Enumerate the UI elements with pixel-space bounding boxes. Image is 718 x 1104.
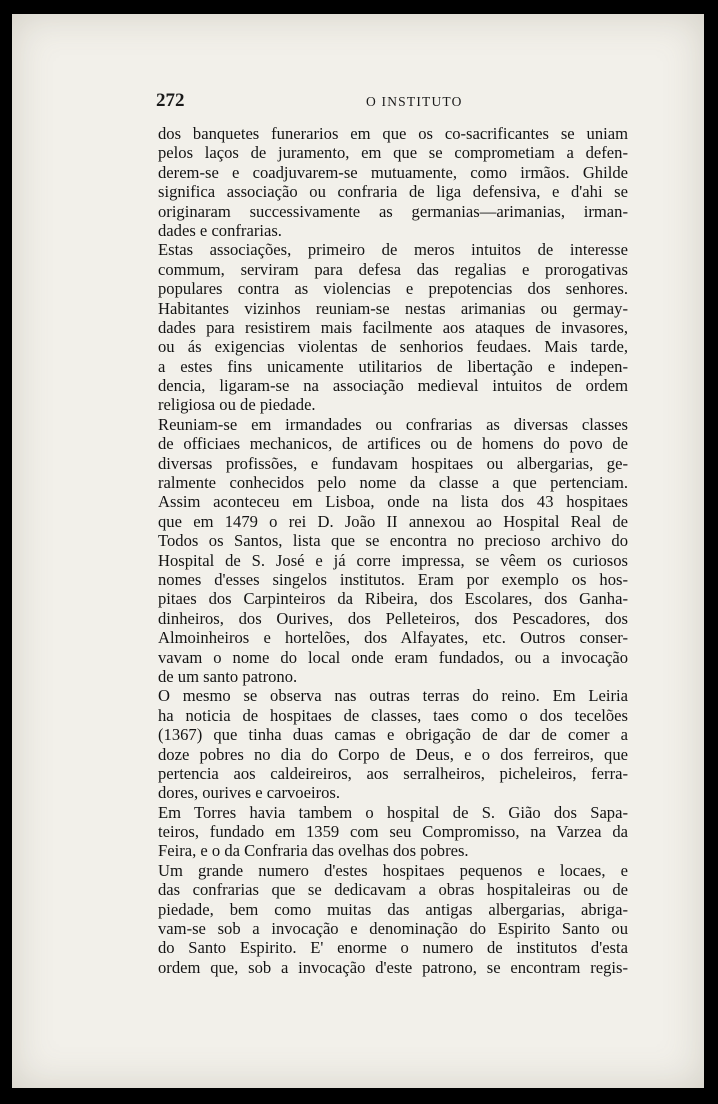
- text-line: piedade, bem como muitas das antigas albergarias, abriga-: [158, 899, 628, 919]
- text-line: teiros, fundado em 1359 com seu Compromisso, na Varzea da: [158, 822, 628, 842]
- text-line: pitaes dos Carpinteiros da Ribeira, dos Escolares, dos Ganha-: [158, 589, 628, 609]
- text-line: Hospital de S. José e já corre impressa, se vêem os curiosos: [158, 550, 628, 570]
- text-line: dencia, ligaram-se na associação medieval intuitos de ordem: [158, 376, 628, 396]
- text-line: dos banquetes funerarios em que os co-sacrificantes se uniam: [158, 124, 628, 143]
- body-text: [158, 124, 628, 977]
- text-line: Estas associações, primeiro de meros intuitos de interesse: [158, 240, 628, 260]
- running-title: O INSTITUTO: [366, 94, 463, 109]
- page-header: [156, 90, 646, 114]
- text-line: pelos laços de juramento, em que se comprometiam a defen-: [158, 143, 628, 163]
- text-line: Feira, e o da Confraria das ovelhas dos pobres.: [158, 841, 469, 861]
- text-line: O mesmo se observa nas outras terras do reino. Em Leiria: [158, 686, 628, 706]
- text-line: dores, ourives e carvoeiros.: [158, 783, 341, 803]
- text-line: ou ás exigencias violentas de senhorios feudaes. Mais tarde,: [158, 337, 628, 357]
- page-number: 272: [156, 90, 185, 111]
- text-line: commum, serviram para defesa das regalias e prorogativas: [158, 259, 628, 279]
- text-line: Reuniam-se em irmandades ou confrarias as diversas classes: [158, 414, 628, 434]
- text-line: Um grande numero d'estes hospitaes pequenos e locaes, e: [158, 860, 628, 880]
- text-line: de um santo patrono.: [158, 666, 298, 686]
- text-line: (1367) que tinha duas camas e obrigação de dar de comer a: [158, 725, 628, 745]
- text-line: pertencia aos caldeireiros, aos serralheiros, picheleiros, ferra-: [158, 763, 628, 783]
- text-line: derem-se e coadjuvarem-se mutuamente, como irmãos. Ghilde: [158, 162, 628, 182]
- text-line: nomes d'esses singelos institutos. Eram por exemplo os hos-: [158, 569, 628, 589]
- text-line: das confrarias que se dedicavam a obras hospitaleiras ou de: [158, 880, 628, 900]
- text-line: de officiaes mechanicos, de artifices ou de homens do povo de: [158, 434, 628, 454]
- text-line: dades e confrarias.: [158, 220, 282, 240]
- text-line: dades para resistirem mais facilmente aos ataques de invasores,: [158, 317, 628, 337]
- text-line: diversas profissões, e fundavam hospitaes ou albergarias, ge-: [158, 453, 628, 473]
- text-line: dinheiros, dos Ourives, dos Pelleteiros, dos Pescadores, dos: [158, 608, 628, 628]
- text-line: do Santo Espirito. E' enorme o numero de institutos d'esta: [158, 938, 628, 958]
- text-line: ha noticia de hospitaes de classes, taes como o dos tecelões: [158, 705, 628, 725]
- text-line: religiosa ou de piedade.: [158, 395, 316, 415]
- text-line: Todos os Santos, lista que se encontra no precioso archivo do: [158, 531, 628, 551]
- text-line: ordem que, sob a invocação d'este patrono, se encontram regis-: [158, 957, 628, 977]
- text-line: significa associação ou confraria de liga defensiva, e d'ahi se: [158, 182, 628, 202]
- text-line: doze pobres no dia do Corpo de Deus, e o dos ferreiros, que: [158, 744, 628, 764]
- text-line: ralmente conhecidos pelo nome da classe a que pertenciam.: [158, 473, 628, 493]
- text-line: que em 1479 o rei D. João II annexou ao Hospital Real de: [158, 511, 628, 531]
- text-line: populares contra as violencias e prepotencias dos senhores.: [158, 279, 628, 299]
- text-line: Assim aconteceu em Lisboa, onde na lista dos 43 hospitaes: [158, 492, 628, 512]
- text-line: vam-se sob a invocação e denominação do Espirito Santo ou: [158, 919, 628, 939]
- text-line: Almoinheiros e hortelões, dos Alfayates, etc. Outros conser-: [158, 628, 628, 648]
- text-line: originaram successivamente as germanias—arimanias, irman-: [158, 201, 628, 221]
- text-line: Em Torres havia tambem o hospital de S. Gião dos Sapa-: [158, 802, 628, 822]
- text-line: Habitantes vizinhos reuniam-se nestas arimanias ou germay-: [158, 298, 628, 318]
- text-line: vavam o nome do local onde eram fundados, ou a invocação: [158, 647, 628, 667]
- text-line: a estes fins unicamente utilitarios de libertação e indepen-: [158, 356, 628, 376]
